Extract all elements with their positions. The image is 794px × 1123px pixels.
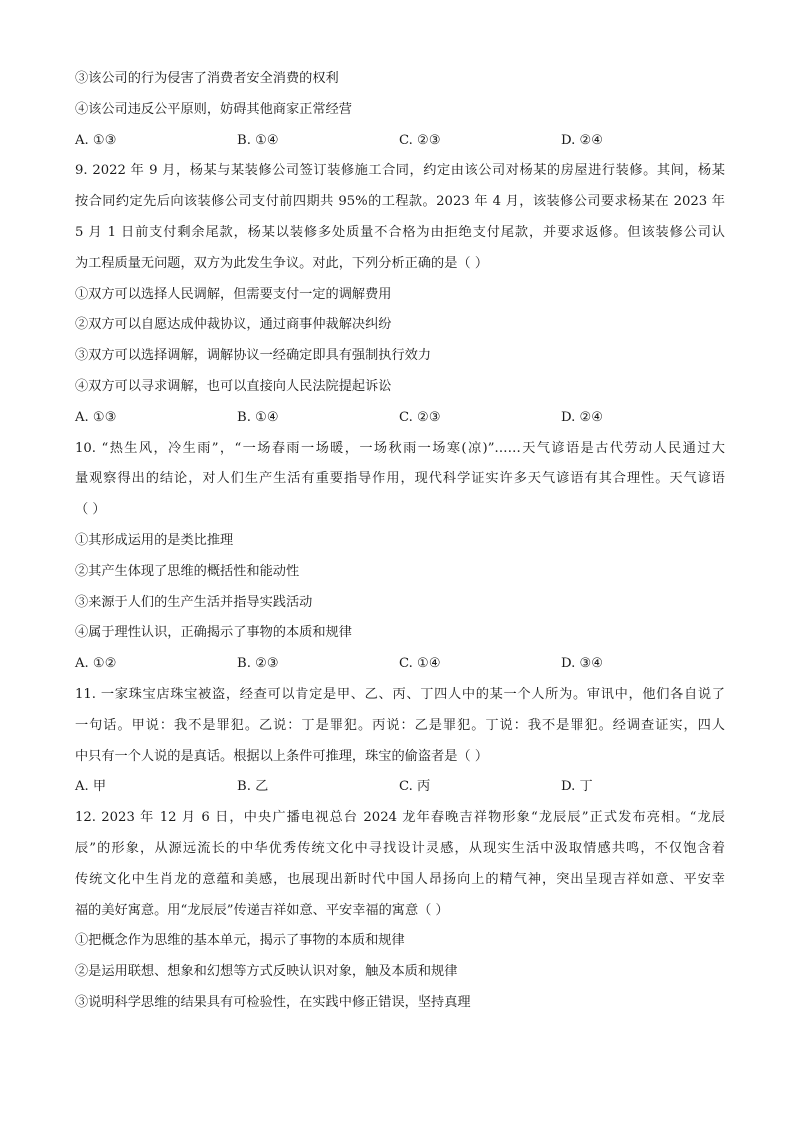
q8-options [75,126,725,157]
q9-stem-line: 为工程质量无问题，双方为此发生争议。对此，下列分析正确的是（ ） [75,255,489,271]
q10-option-d: D. ③④ [561,656,604,672]
q8-item-3: ③该公司的行为侵害了消费者安全消费的权利 [75,71,339,86]
q10-option-b: B. ②③ [237,656,279,672]
q11-stem-line: 中只有一个人说的是真话。根据以上条件可推理，珠宝的偷盗者是（ ） [75,748,489,764]
q8-option-a: A. ①③ [75,132,117,148]
q9-option-c: C. ②③ [399,409,441,425]
q12-item-1: ①把概念作为思维的基本单元，揭示了事物的本质和规律 [75,933,405,949]
q10-option-c: C. ①④ [399,656,441,672]
q10-stem-line: 10. “热生风，冷生雨”，“一场春雨一场暖，一场秋雨一场寒(凉)”……天气谚语是古代劳动人民通过大 [75,440,725,456]
question-12 [75,803,725,1019]
exam-page [75,64,725,1019]
q10-item-4: ④属于理性认识，正确揭示了事物的本质和规律 [75,625,352,641]
q12-stem-line: 12. 2023 年 12 月 6 日，中央广播电视总台 2024 龙年春晚吉祥物形象“龙辰辰”正式发布亮相。“龙辰 [75,810,725,826]
q9-option-a: A. ①③ [75,409,117,425]
q10-item-3: ③来源于人们的生产生活并指导实践活动 [75,594,313,610]
q9-item-4: ④双方可以寻求调解，也可以直接向人民法院提起诉讼 [75,378,392,394]
q12-stem-line: 传统文化中生肖龙的意蕴和美感，也展现出新时代中国人昂扬向上的精气神，突出呈现吉祥如意、平安幸 [75,871,725,887]
q9-stem-line: 9. 2022 年 9 月，杨某与某装修公司签订装修施工合同，约定由该公司对杨某的房屋进行装修。其间，杨某 [75,163,725,179]
q8-option-c: C. ②③ [399,132,441,148]
q10-options [75,649,725,680]
q10-stem-line: （ ） [75,502,106,518]
q9-option-d: D. ②④ [561,409,604,425]
q9-item-3: ③双方可以选择调解，调解协议一经确定即具有强制执行效力 [75,348,432,364]
q10-option-a: A. ①② [75,656,117,672]
q11-option-d: D. 丁 [561,779,593,795]
q9-options [75,403,725,434]
q8-option-d: D. ②④ [561,132,604,148]
q12-item-2: ②是运用联想、想象和幻想等方式反映认识对象，触及本质和规律 [75,964,458,980]
q10-stem-line: 量观察得出的结论，对人们生产生活有重要指导作用，现代科学证实许多天气谚语有其合理性。天气谚语 [75,471,725,487]
q12-item-3: ③说明科学思维的结果具有可检验性，在实践中修正错误，坚持真理 [75,994,471,1010]
question-9 [75,156,725,433]
q8-item-4: ④该公司违反公平原则，妨碍其他商家正常经营 [75,101,352,117]
q11-stem-line: 11. 一家珠宝店珠宝被盗，经查可以肯定是甲、乙、丙、丁四人中的某一个人所为。审讯中，他们各自说了 [75,686,725,702]
q11-stem-line: 一句话。甲说：我不是罪犯。乙说：丁是罪犯。丙说：乙是罪犯。丁说：我不是罪犯。经调查证实，四人 [75,717,725,733]
q10-item-1: ①其形成运用的是类比推理 [75,532,234,548]
q11-option-c: C. 丙 [399,779,431,795]
q11-options [75,772,725,803]
q12-stem-line: 福的美好寓意。用“龙辰辰”传递吉祥如意、平安幸福的寓意（ ） [75,902,449,918]
q8-option-b: B. ①④ [237,132,279,148]
q9-stem-line: 5 月 1 日前支付剩余尾款，杨某以装修多处质量不合格为由拒绝支付尾款，并要求返修。但该装修公司认 [75,224,725,240]
q9-option-b: B. ①④ [237,409,279,425]
question-11 [75,680,725,803]
q9-item-1: ①双方可以选择人民调解，但需要支付一定的调解费用 [75,286,392,302]
question-8 [75,64,725,156]
q11-option-a: A. 甲 [75,779,107,795]
q9-item-2: ②双方可以自愿达成仲裁协议，通过商事仲裁解决纠纷 [75,317,392,333]
q11-option-b: B. 乙 [237,779,269,795]
q10-item-2: ②其产生体现了思维的概括性和能动性 [75,563,300,579]
question-10 [75,434,725,680]
q12-stem-line: 辰”的形象，从源远流长的中华优秀传统文化中寻找设计灵感，从现实生活中汲取情感共鸣，不仅饱含着 [75,840,725,856]
q9-stem-line: 按合同约定先后向该装修公司支付前四期共 95%的工程款。2023 年 4 月，该装修公司要求杨某在 2023 年 [75,194,725,210]
